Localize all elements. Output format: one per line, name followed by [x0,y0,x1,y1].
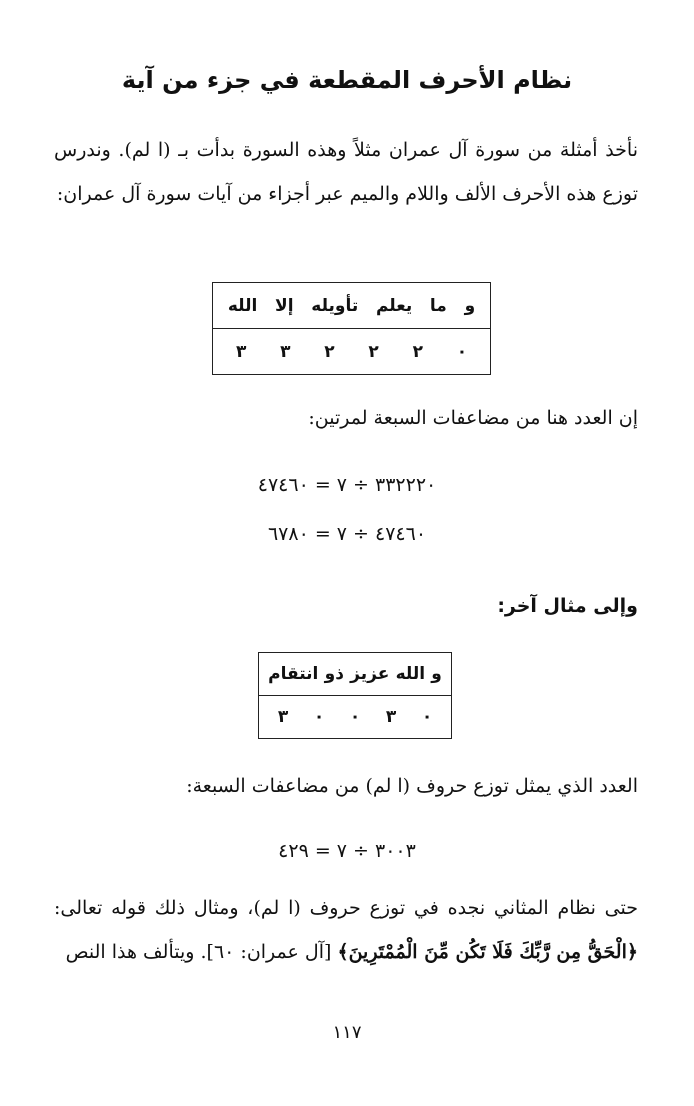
count-cell: ٣ [385,707,397,727]
intro-paragraph: نأخذ أمثلة من سورة آل عمران مثلاً وهذه السورة بدأت بـ (ا لم). وندرس توزع هذه الأحرف الألف واللام والميم عبر أجزاء من آيات سورة آل عمران: [54,139,638,205]
word-cell: ما [429,295,447,316]
word-cell: ذو [324,664,344,684]
count-cell: ٢ [368,341,379,362]
paragraph-text: [آل عمران: ٦٠]. ويتألف هذا النص [65,941,338,963]
counts-cell [259,696,452,739]
table-row-words [259,653,452,696]
word-cell: عزيز [350,664,390,684]
letters-table-1 [212,282,491,375]
table-row-counts [259,696,452,739]
distribution-paragraph: العدد الذي يمثل توزع حروف (ا لم) من مضاعفات السبعة: [186,775,638,797]
another-example-heading: وإلى مثال آخر: [497,595,638,617]
word-cell: الله [395,664,426,684]
quran-verse: ﴿الْحَقُّ مِن رَّبِّكَ فَلَا تَكُن مِّنَ الْمُمْتَرِينَ﴾ [337,941,638,963]
word-cell: يعلم [375,295,413,316]
word-cell: و [431,664,442,684]
count-cell: ٠ [313,707,325,727]
paragraph-text: حتى نظام المثاني نجده في توزع حروف (ا لم)، ومثال ذلك قوله تعالى: [54,897,638,919]
count-cell: ٠ [349,707,361,727]
word-cell: تأويله [311,295,359,316]
equation-3: ٣٠٠٣ ÷ ٧ = ٤٢٩ [278,840,416,862]
words-cell [259,653,452,696]
count-cell: ٢ [324,341,335,362]
count-cell: ٠ [456,341,468,362]
count-cell: ٣ [280,341,291,362]
word-cell: و [464,295,476,316]
page-number: ١١٧ [332,1022,362,1043]
count-cell: ٣ [277,707,289,727]
count-cell: ٢ [412,341,423,362]
mathani-paragraph [54,886,638,974]
page-title: نظام الأحرف المقطعة في جزء من آية [121,66,573,94]
count-cell: ٣ [235,341,247,362]
word-cell: إلا [275,295,294,316]
equation-2: ٤٧٤٦٠ ÷ ٧ = ٦٧٨٠ [267,523,427,545]
equation-1: ٣٣٢٢٢٠ ÷ ٧ = ٤٧٤٦٠ [257,474,437,496]
word-cell: الله [227,295,258,316]
letters-table-2 [258,652,452,739]
word-cell: انتقام [268,664,319,684]
counts-cell [213,329,491,375]
multiples-paragraph: إن العدد هنا من مضاعفات السبعة لمرتين: [308,407,638,429]
table-row-counts [213,329,491,375]
words-cell [213,283,491,329]
table-row-words [213,283,491,329]
count-cell: ٠ [421,707,433,727]
